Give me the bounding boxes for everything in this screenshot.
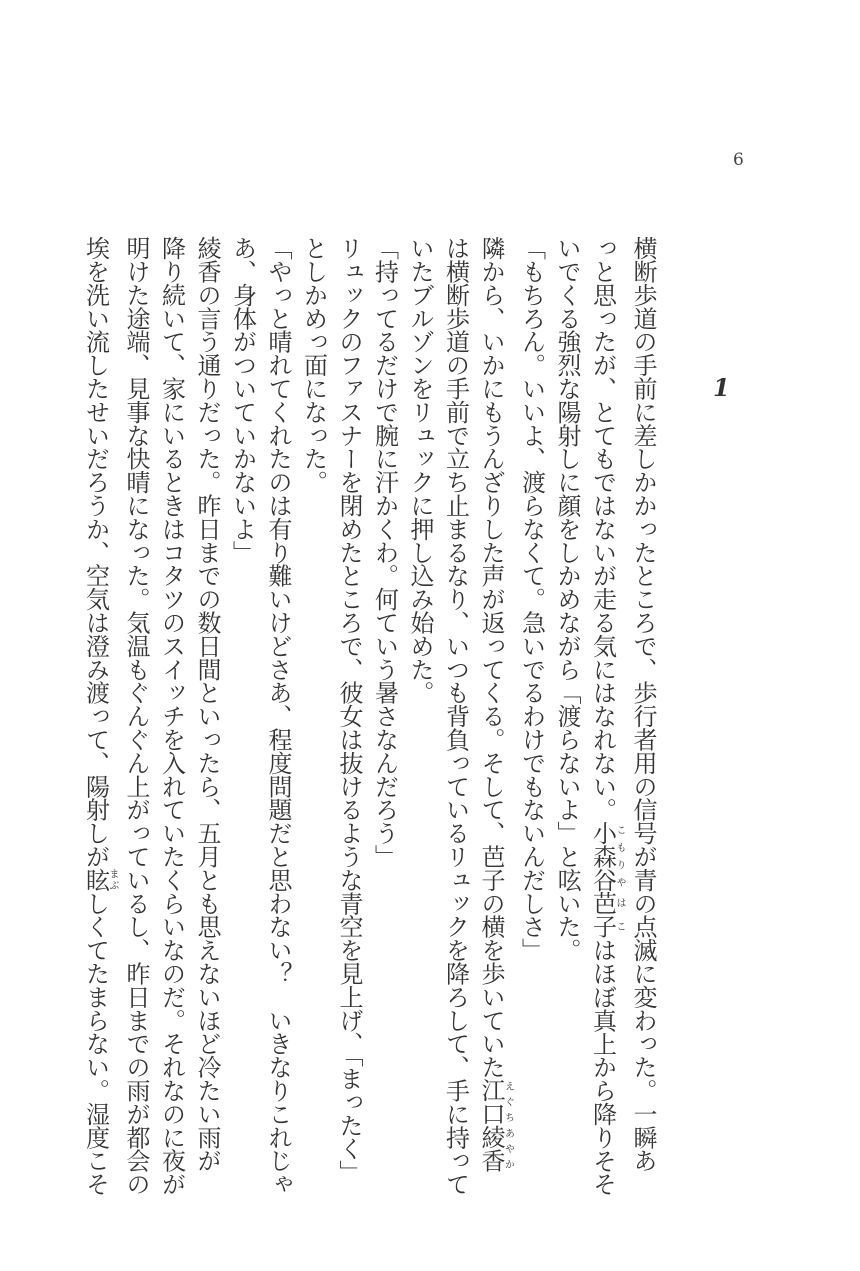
ruby-komoriya: 小森谷こもりや bbox=[588, 821, 625, 892]
novel-body-text bbox=[77, 236, 660, 1196]
text-line: 「持ってるだけで腕に汗かくわ。何ていう暑さなんだろう」 bbox=[370, 236, 399, 868]
page-number: 6 bbox=[733, 150, 744, 170]
text-line: 「もちろん。いいよ、渡らなくて。急いでるわけでもないんだしさ」 bbox=[517, 236, 546, 962]
text-line: は横断歩道の手前で立ち止まるなり、いつも背負っているリュックを降ろして、手に持って bbox=[441, 236, 470, 1196]
text-line: 隣から、いかにもうんざりした声が返ってくる。そして、芭子の横を歩いていた江口えぐち綾香あやか bbox=[477, 236, 514, 1173]
text-line: いでくる強烈な陽射しに顔をしかめながら「渡らないよ」と呟いた。 bbox=[553, 236, 581, 962]
ruby-eguchi: 江口えぐち bbox=[477, 1078, 514, 1126]
text-line: としかめっ面になった。 bbox=[299, 236, 328, 494]
chapter-number: 1 bbox=[713, 373, 730, 402]
text-line: 明けた途端、見事な快晴になった。気温もぐんぐん上がっているし、昨日までの雨が都会の bbox=[122, 236, 150, 1196]
text-line: リュックのファスナーを閉めたところで、彼女は抜けるような青空を見上げ、「まったく」 bbox=[335, 236, 363, 1184]
text-line: 埃を洗い流したせいだろうか、空気は澄み渡って、陽射しが眩まぶしくてたまらない。湿度こそ bbox=[81, 236, 118, 1196]
text-line: 「やっと晴れてくれたのは有り難いけどさあ、程度問題だと思わない？ いきなりこれじゃ bbox=[264, 236, 292, 1196]
ruby-mabu: 眩まぶ bbox=[81, 867, 118, 892]
text-line: いたブルゾンをリュックに押し込み始めた。 bbox=[406, 236, 434, 705]
text-line: 綾香の言う通りだった。昨日までの数日間といったら、五月とも思えないほど冷たい雨が bbox=[193, 236, 221, 1173]
text-line: あ、身体がついていかないよ」 bbox=[228, 236, 257, 564]
ruby-haruko: 芭子はこ bbox=[588, 891, 625, 939]
ruby-ayaka: 綾香あやか bbox=[477, 1125, 514, 1173]
text-line: っと思ったが、とてもではないが走る気にはなれない。小森谷こもりや芭子はこはほぼ真上から降りそそ bbox=[588, 236, 625, 1196]
text-line: 降り続いて、家にいるときはコタツのスイッチを入れていたくらいなのだ。それなのに夜が bbox=[157, 236, 186, 1196]
text-line: 横断歩道の手前に差しかかったところで、歩行者用の信号が青の点滅に変わった。一瞬あ bbox=[629, 236, 657, 1173]
